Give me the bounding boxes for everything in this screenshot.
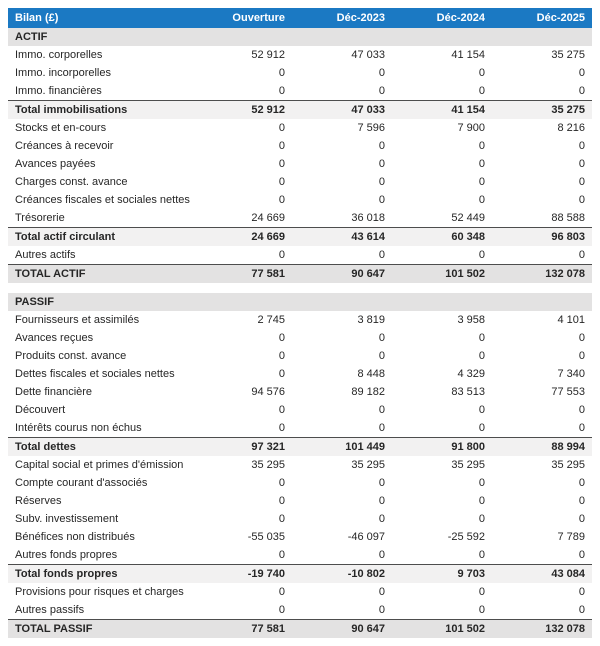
cell-value (292, 293, 392, 311)
cell-value: 4 329 (392, 365, 492, 383)
cell-value (392, 28, 492, 46)
row-label: Produits const. avance (8, 347, 192, 365)
cell-value: 0 (392, 492, 492, 510)
cell-value (192, 28, 292, 46)
cell-value: 0 (292, 583, 392, 601)
table-row (8, 329, 592, 347)
row-label: Fournisseurs et assimilés (8, 311, 192, 329)
cell-value: 4 101 (492, 311, 592, 329)
cell-value: 0 (292, 155, 392, 173)
table-row (8, 528, 592, 546)
row-label: Dette financière (8, 383, 192, 401)
cell-value: 0 (292, 492, 392, 510)
cell-value: 0 (392, 64, 492, 82)
cell-value: 0 (392, 191, 492, 209)
cell-value: 0 (492, 492, 592, 510)
cell-value: 0 (492, 347, 592, 365)
table-row (8, 474, 592, 492)
cell-value: 0 (392, 347, 492, 365)
cell-value: 97 321 (192, 438, 292, 457)
table-row (8, 137, 592, 155)
cell-value: 0 (192, 137, 292, 155)
section-header-row (8, 293, 592, 311)
cell-value (292, 28, 392, 46)
table-row (8, 401, 592, 419)
cell-value: 41 154 (392, 46, 492, 64)
cell-value: 0 (492, 329, 592, 347)
row-label: Intérêts courus non échus (8, 419, 192, 438)
column-header: Déc-2023 (292, 8, 392, 28)
cell-value: 52 912 (192, 101, 292, 120)
cell-value: 0 (292, 64, 392, 82)
table-row (8, 119, 592, 137)
cell-value: 0 (392, 137, 492, 155)
cell-value: 3 819 (292, 311, 392, 329)
cell-value: -46 097 (292, 528, 392, 546)
cell-value: 35 295 (192, 456, 292, 474)
cell-value: -25 592 (392, 528, 492, 546)
cell-value: 0 (192, 246, 292, 265)
row-label: Immo. financières (8, 82, 192, 101)
table-header (8, 8, 592, 28)
cell-value: 0 (392, 583, 492, 601)
row-label: ACTIF (8, 28, 192, 46)
cell-value: 0 (392, 173, 492, 191)
cell-value: 101 449 (292, 438, 392, 457)
cell-value: 43 614 (292, 228, 392, 247)
grand-total-row (8, 620, 592, 639)
table-row (8, 173, 592, 191)
cell-value: 0 (192, 492, 292, 510)
row-label: Autres actifs (8, 246, 192, 265)
row-label: Créances à recevoir (8, 137, 192, 155)
cell-value: 0 (492, 64, 592, 82)
row-label: Dettes fiscales et sociales nettes (8, 365, 192, 383)
cell-value: 0 (192, 401, 292, 419)
cell-value: 0 (292, 82, 392, 101)
row-label: TOTAL ACTIF (8, 265, 192, 284)
row-label: Immo. incorporelles (8, 64, 192, 82)
cell-value: 88 994 (492, 438, 592, 457)
cell-value: 0 (392, 401, 492, 419)
cell-value: 0 (192, 329, 292, 347)
cell-value (492, 293, 592, 311)
row-label: Bénéfices non distribués (8, 528, 192, 546)
cell-value: 96 803 (492, 228, 592, 247)
cell-value: 0 (392, 155, 492, 173)
cell-value: 35 295 (292, 456, 392, 474)
cell-value (492, 28, 592, 46)
cell-value: 0 (392, 546, 492, 565)
header-row (8, 8, 592, 28)
cell-value (192, 293, 292, 311)
subtotal-row (8, 438, 592, 457)
row-label: Autres passifs (8, 601, 192, 620)
table-row (8, 546, 592, 565)
subtotal-row (8, 565, 592, 584)
table-row (8, 64, 592, 82)
cell-value: 8 216 (492, 119, 592, 137)
cell-value: 0 (392, 474, 492, 492)
cell-value: 94 576 (192, 383, 292, 401)
table-row (8, 601, 592, 620)
cell-value: 77 581 (192, 620, 292, 639)
row-label: Découvert (8, 401, 192, 419)
cell-value: 52 912 (192, 46, 292, 64)
table-row (8, 155, 592, 173)
cell-value: 0 (292, 601, 392, 620)
cell-value: 0 (192, 474, 292, 492)
cell-value: 0 (192, 583, 292, 601)
row-label: TOTAL PASSIF (8, 620, 192, 639)
cell-value: -19 740 (192, 565, 292, 584)
cell-value: 132 078 (492, 620, 592, 639)
cell-value: 88 588 (492, 209, 592, 228)
cell-value: 0 (292, 191, 392, 209)
table-row (8, 311, 592, 329)
cell-value: 24 669 (192, 209, 292, 228)
cell-value: -55 035 (192, 528, 292, 546)
cell-value: 0 (392, 246, 492, 265)
cell-value: 47 033 (292, 46, 392, 64)
cell-value: 89 182 (292, 383, 392, 401)
spacer-cell (8, 283, 592, 293)
cell-value: 35 295 (392, 456, 492, 474)
cell-value: 0 (492, 137, 592, 155)
cell-value: 9 703 (392, 565, 492, 584)
cell-value: 0 (392, 419, 492, 438)
row-label: Total immobilisations (8, 101, 192, 120)
cell-value: 101 502 (392, 265, 492, 284)
row-label: Provisions pour risques et charges (8, 583, 192, 601)
table-row (8, 583, 592, 601)
cell-value: 0 (492, 191, 592, 209)
cell-value: 90 647 (292, 265, 392, 284)
table-row (8, 46, 592, 64)
row-label: Total actif circulant (8, 228, 192, 247)
table-row (8, 492, 592, 510)
cell-value: 90 647 (292, 620, 392, 639)
cell-value: 52 449 (392, 209, 492, 228)
cell-value: 0 (492, 173, 592, 191)
row-label: Capital social et primes d'émission (8, 456, 192, 474)
row-label: Avances payées (8, 155, 192, 173)
cell-value: 8 448 (292, 365, 392, 383)
cell-value: 0 (192, 601, 292, 620)
cell-value: 77 553 (492, 383, 592, 401)
cell-value: 0 (492, 583, 592, 601)
cell-value: 0 (492, 601, 592, 620)
cell-value: 36 018 (292, 209, 392, 228)
table-row (8, 456, 592, 474)
column-header: Déc-2024 (392, 8, 492, 28)
cell-value: 0 (192, 347, 292, 365)
row-label: Subv. investissement (8, 510, 192, 528)
spacer-row (8, 283, 592, 293)
cell-value: 0 (192, 155, 292, 173)
table-row (8, 347, 592, 365)
row-label: Total dettes (8, 438, 192, 457)
cell-value: 101 502 (392, 620, 492, 639)
column-header: Ouverture (192, 8, 292, 28)
table-row (8, 419, 592, 438)
cell-value: 0 (292, 137, 392, 155)
cell-value: 0 (192, 546, 292, 565)
cell-value (392, 293, 492, 311)
cell-value: 0 (292, 246, 392, 265)
cell-value: 60 348 (392, 228, 492, 247)
cell-value: 0 (392, 82, 492, 101)
cell-value: 0 (192, 173, 292, 191)
cell-value: 24 669 (192, 228, 292, 247)
cell-value: 3 958 (392, 311, 492, 329)
cell-value: 0 (392, 601, 492, 620)
section-header-row (8, 28, 592, 46)
table-row (8, 209, 592, 228)
cell-value: 41 154 (392, 101, 492, 120)
cell-value: 83 513 (392, 383, 492, 401)
row-label: Charges const. avance (8, 173, 192, 191)
cell-value: 0 (292, 546, 392, 565)
cell-value: 0 (492, 155, 592, 173)
cell-value: -10 802 (292, 565, 392, 584)
cell-value: 0 (292, 347, 392, 365)
table-title: Bilan (£) (8, 8, 192, 28)
cell-value: 77 581 (192, 265, 292, 284)
cell-value: 0 (292, 510, 392, 528)
balance-sheet-table (8, 8, 592, 638)
row-label: Avances reçues (8, 329, 192, 347)
cell-value: 0 (392, 329, 492, 347)
cell-value: 132 078 (492, 265, 592, 284)
table-row (8, 82, 592, 101)
cell-value: 7 596 (292, 119, 392, 137)
cell-value: 0 (492, 246, 592, 265)
row-label: Réserves (8, 492, 192, 510)
row-label: Stocks et en-cours (8, 119, 192, 137)
row-label: Créances fiscales et sociales nettes (8, 191, 192, 209)
cell-value: 7 340 (492, 365, 592, 383)
cell-value: 0 (492, 401, 592, 419)
cell-value: 91 800 (392, 438, 492, 457)
row-label: Compte courant d'associés (8, 474, 192, 492)
subtotal-row (8, 101, 592, 120)
table-row (8, 246, 592, 265)
row-label: Trésorerie (8, 209, 192, 228)
cell-value: 0 (192, 119, 292, 137)
cell-value: 0 (192, 419, 292, 438)
column-header: Déc-2025 (492, 8, 592, 28)
cell-value: 2 745 (192, 311, 292, 329)
row-label: Autres fonds propres (8, 546, 192, 565)
cell-value: 0 (492, 546, 592, 565)
cell-value: 0 (292, 419, 392, 438)
cell-value: 0 (492, 474, 592, 492)
row-label: PASSIF (8, 293, 192, 311)
cell-value: 47 033 (292, 101, 392, 120)
cell-value: 0 (192, 191, 292, 209)
table-row (8, 191, 592, 209)
subtotal-row (8, 228, 592, 247)
cell-value: 35 275 (492, 46, 592, 64)
cell-value: 0 (292, 474, 392, 492)
cell-value: 35 295 (492, 456, 592, 474)
row-label: Immo. corporelles (8, 46, 192, 64)
cell-value: 0 (492, 510, 592, 528)
cell-value: 0 (392, 510, 492, 528)
cell-value: 0 (192, 510, 292, 528)
table-body (8, 28, 592, 638)
cell-value: 35 275 (492, 101, 592, 120)
cell-value: 0 (292, 173, 392, 191)
cell-value: 0 (292, 401, 392, 419)
table-row (8, 365, 592, 383)
table-row (8, 510, 592, 528)
cell-value: 0 (192, 64, 292, 82)
cell-value: 0 (492, 82, 592, 101)
cell-value: 43 084 (492, 565, 592, 584)
cell-value: 7 789 (492, 528, 592, 546)
grand-total-row (8, 265, 592, 284)
cell-value: 0 (192, 365, 292, 383)
cell-value: 0 (192, 82, 292, 101)
cell-value: 7 900 (392, 119, 492, 137)
row-label: Total fonds propres (8, 565, 192, 584)
cell-value: 0 (292, 329, 392, 347)
cell-value: 0 (492, 419, 592, 438)
table-row (8, 383, 592, 401)
